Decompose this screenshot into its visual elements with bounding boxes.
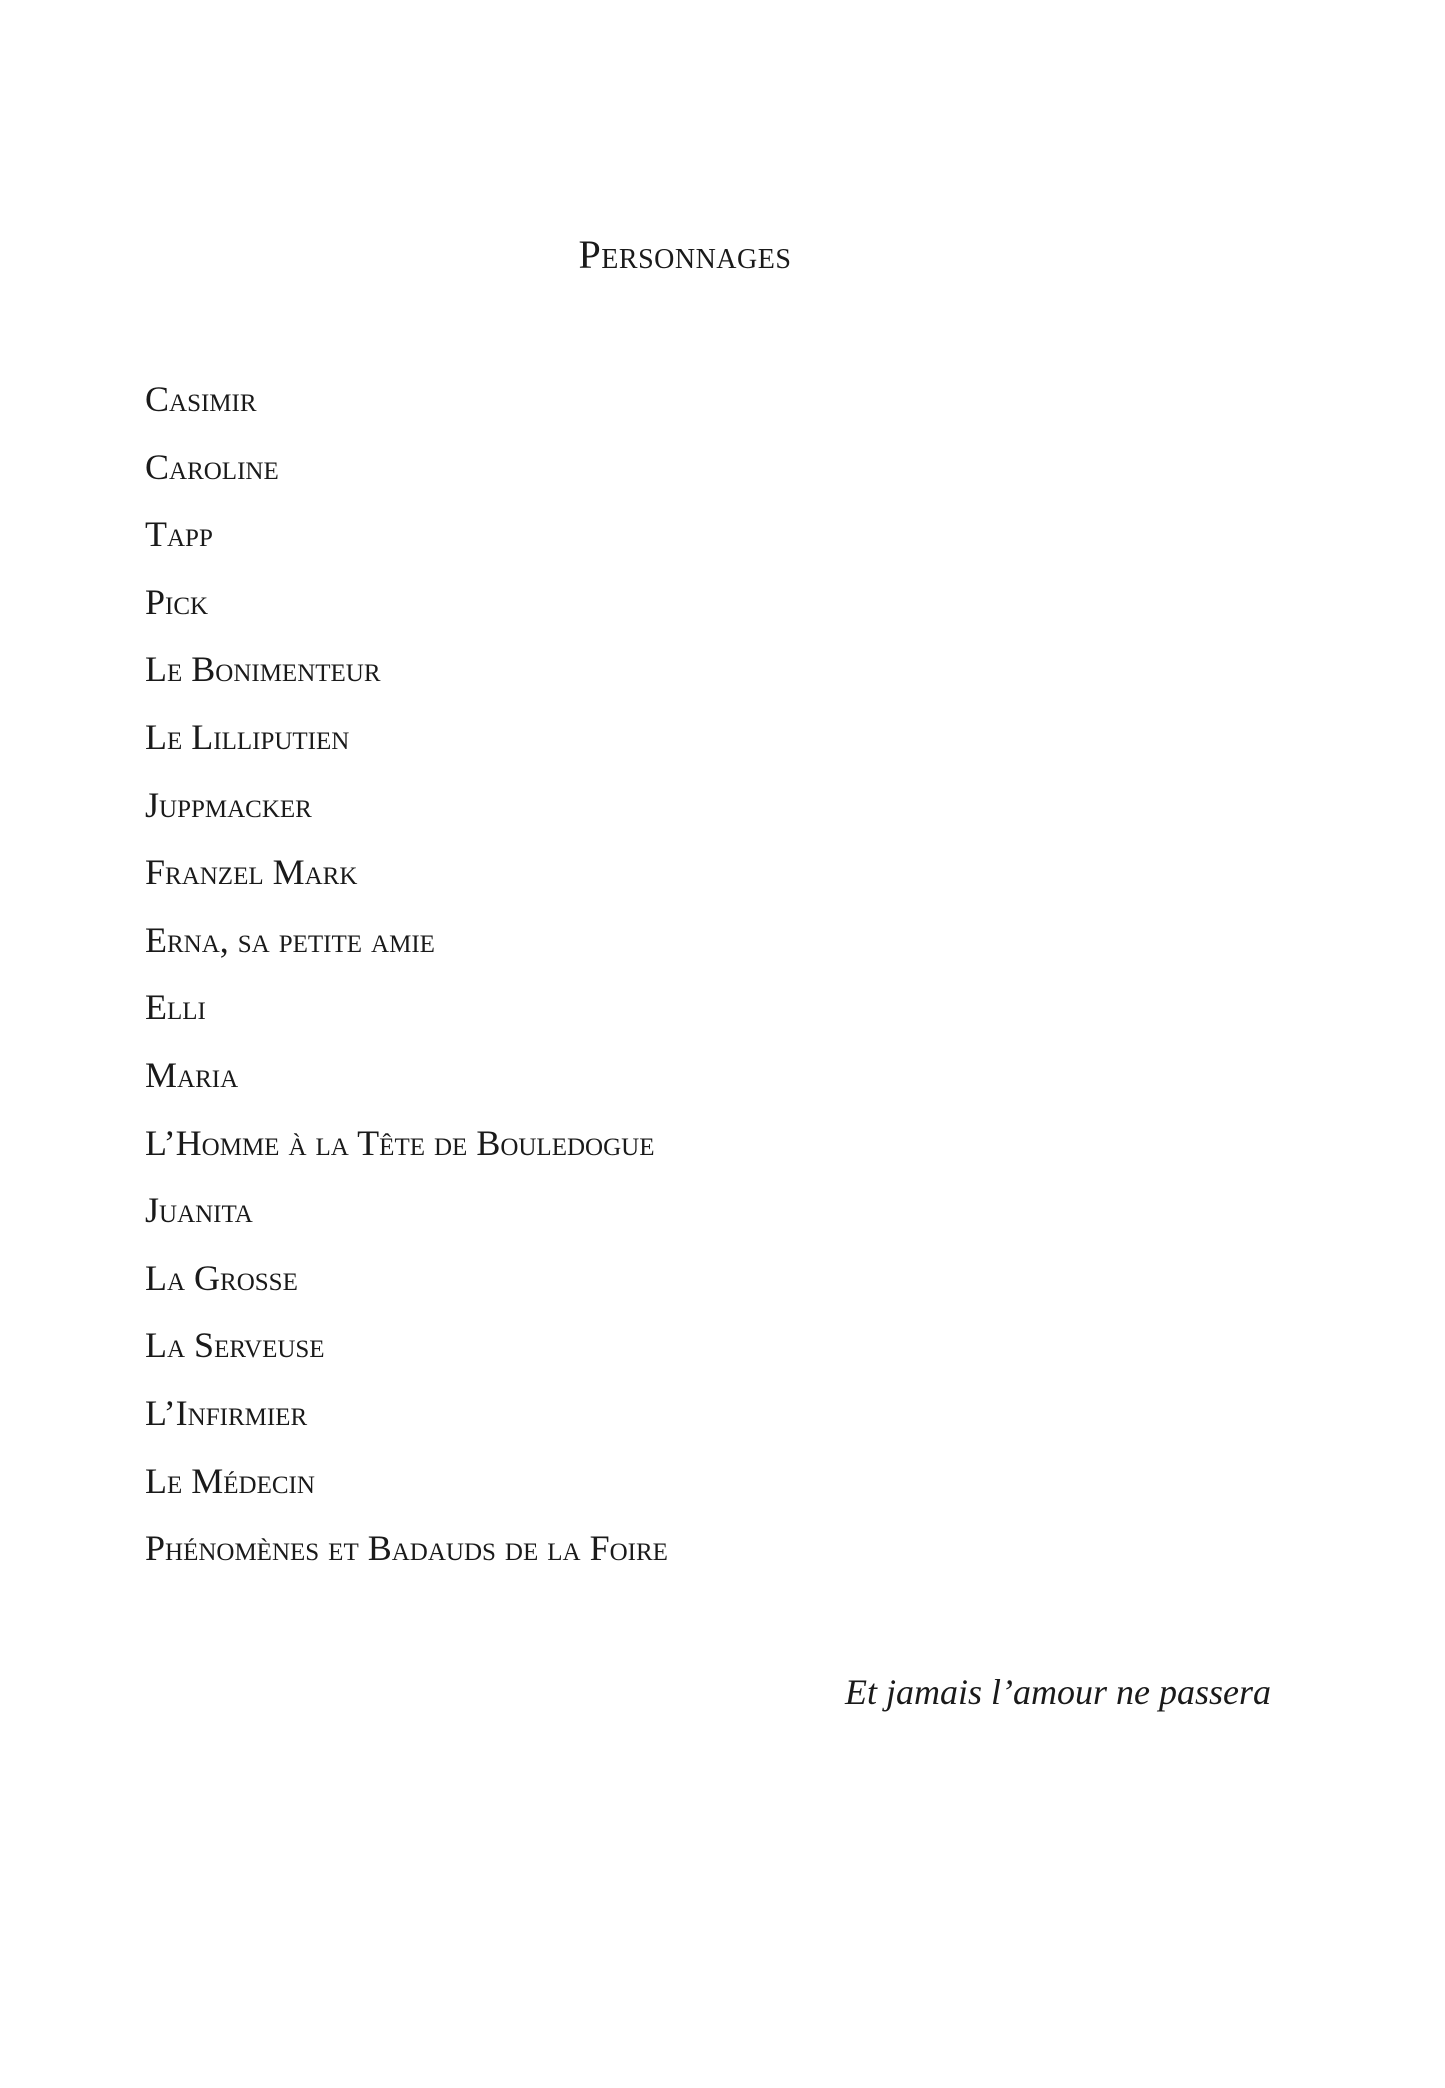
character-list	[145, 378, 668, 1595]
character-name: Elli	[145, 987, 206, 1028]
character-name: Phénomènes et Badauds de la Foire	[145, 1528, 668, 1569]
character-name: Erna, sa petite amie	[145, 919, 435, 960]
page-title: Personnages	[578, 232, 792, 277]
character-name: Le Lilliputien	[145, 716, 350, 757]
character-name: Tapp	[145, 514, 213, 555]
epigraph: Et jamais l’amour ne passera	[845, 1672, 1271, 1712]
character-name: Juanita	[145, 1190, 253, 1231]
character-name: Le Bonimenteur	[145, 649, 381, 690]
character-name: L’Homme à la Tête de Bouledogue	[145, 1122, 655, 1163]
character-name: Pick	[145, 581, 209, 622]
character-name: L’Infirmier	[145, 1392, 308, 1433]
character-name: La Serveuse	[145, 1325, 325, 1366]
character-name: Juppmacker	[145, 784, 312, 825]
character-name: Maria	[145, 1054, 239, 1095]
character-name: Casimir	[145, 379, 257, 419]
character-name: Le Médecin	[145, 1460, 315, 1501]
character-name: La Grosse	[145, 1257, 298, 1298]
character-name: Caroline	[145, 446, 279, 487]
character-name: Franzel Mark	[145, 852, 358, 893]
